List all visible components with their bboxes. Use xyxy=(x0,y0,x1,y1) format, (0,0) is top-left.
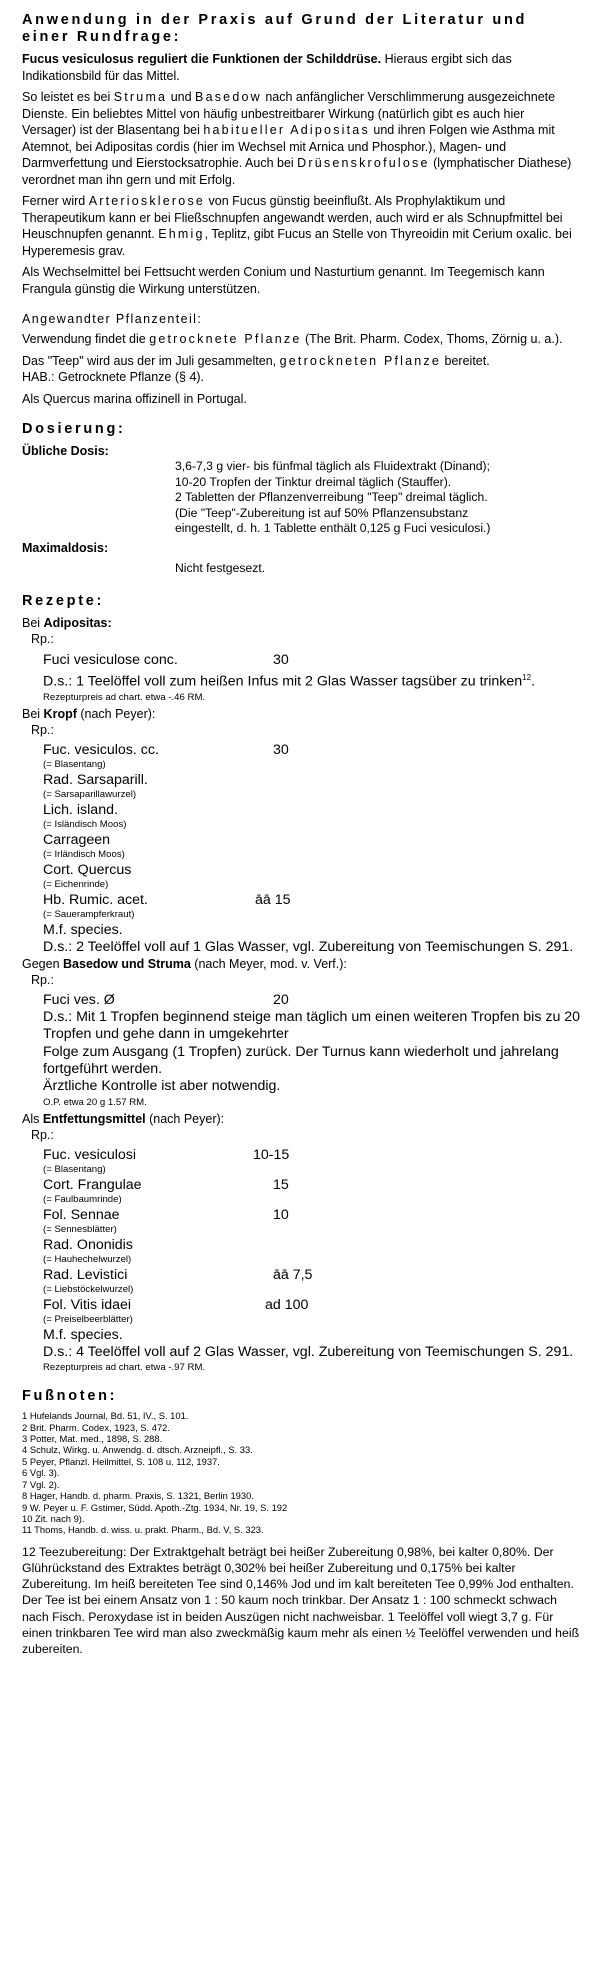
heading-pflanzenteil: Angewandter Pflanzenteil: xyxy=(22,312,203,326)
footnote-12-teezubereitung: 12 Teezubereitung: Der Extraktgehalt beträgt bei heißer Zubereitung 0,98%, bei kalter 0,80%. Der Glührückstand des Extraktes beträgt 0,302% bei heißer Zubereitung und 0,175% bei kalter Zubereitung. Im heiß bereiteten Tee sind 0,146% Jod und im kalt bereiteten Tee 0,99% Jod enthalten. Der Tee ist bei einem Ansatz von 1 : 50 kaum noch trinkbar. Der Ansatz 1 : 100 schmeckt schwach nach Fisch. Peroxydase ist in beiden Auszügen nicht nachweisbar. 1 Teelöffel voll wiegt 3,7 g. Für einen trinkbaren Tee wird man also zweckmäßig kaum mehr als einen ½ Teelöffel verwenden und heiß zubereiten. xyxy=(22,1544,580,1656)
ingredient-gloss: (= Blasentang) xyxy=(43,1163,106,1175)
originalpackung-preis: O.P. etwa 20 g 1.57 RM. xyxy=(43,1096,147,1108)
paragraph-wechselmittel: Als Wechselmittel bei Fettsucht werden Conium und Nasturtium genannt. Im Teegemisch kann Frangula günstig die Wirkung unterstützen. xyxy=(22,265,545,296)
rezept-intro-entfettung: Als Entfettungsmittel (nach Peyer): xyxy=(22,1111,225,1126)
footnote-item: 8 Hager, Handb. d. pharm. Praxis, S. 1321, Berlin 1930. xyxy=(22,1490,254,1502)
rezept-basedow xyxy=(22,992,581,1108)
ingredient-row: Cort. Quercus xyxy=(43,861,132,878)
rp-label: Rp.: xyxy=(31,973,54,988)
footnote-item: 7 Vgl. 2). xyxy=(22,1478,60,1490)
rezepturpreis: Rezepturpreis ad chart. etwa -.46 RM. xyxy=(43,691,206,703)
paragraph-indikationen: So leistet es bei Struma und Basedow nach anfänglicher Verschlimmerung ausgezeichnete Dienste. Ein beliebtes Mittel von häufig unbestreitbarer Wirkung (natürlich gibt es auch hier Versager) ist der Blasentang bei habitueller Adipositas und ihren Folgen wie Asthma mit Atemnot, bei Adipositas cordis (hier im Wechsel mit Arnica und Phosphor.), Magen- und Darmverfettung und Eierstocksatrophie. Auch bei Drüsenskrofulose (lymphatischer Diathese) verordnet man ihn gern und mit Erfolg. xyxy=(22,90,572,187)
footnote-item: 9 W. Peyer u. F. Gstimer, Südd. Apoth.-Ztg. 1934, Nr. 19, S. 192 xyxy=(22,1501,288,1513)
label-maximaldosis: Maximaldosis: xyxy=(22,540,109,555)
maximaldosis-text: Nicht festgesezt. xyxy=(175,560,266,575)
ingredient-gloss: (= Sarsaparillawurzel) xyxy=(43,788,137,800)
ingredient-gloss: (= Irländisch Moos) xyxy=(43,848,125,860)
ingredient-row: Hb. Rumic. acet. āā 15 xyxy=(43,891,291,908)
ingredient-gloss: (= Faulbaumrinde) xyxy=(43,1193,122,1205)
uebliche-dosis-text: 3,6-7,3 g vier- bis fünfmal täglich als Fluidextrakt (Dinand); 10-20 Tropfen der Tinktur dreimal täglich (Stauffer). 2 Tabletten der Pflanzenverreibung "Teep" dreimal täglich. (Die "Teep"-Zubereitung ist auf 50% Pflanzensubstanz eingestellt, d. h. 1 Tablette enthält 0,125 g Fuci vesiculosi.) xyxy=(175,459,491,536)
heading-fussnoten: Fußnoten: xyxy=(22,1388,118,1405)
paragraph-hab: HAB.: Getrocknete Pflanze (§ 4). xyxy=(22,370,205,384)
ingredient-row: Fuci vesiculose conc. 30 xyxy=(43,651,289,668)
ingredient-row: Lich. island. xyxy=(43,801,118,818)
rezept-intro-basedow: Gegen Basedow und Struma (nach Meyer, mod. v. Verf.): xyxy=(22,957,347,972)
footnote-item: 2 Brit. Pharm. Codex, 1923, S. 472. xyxy=(22,1421,170,1433)
misce-fiat: M.f. species. xyxy=(43,1326,123,1343)
ingredient-row: Fol. Sennae 10 xyxy=(43,1206,289,1223)
misce-fiat: M.f. species. xyxy=(43,921,123,938)
footnote-item: 11 Thoms, Handb. d. wiss. u. prakt. Pharm., Bd. V, S. 323. xyxy=(22,1524,264,1536)
paragraph-teep: Das "Teep" wird aus der im Juli gesammelten, getrockneten Pflanze bereitet. xyxy=(22,353,490,368)
ingredient-row: Fuci ves. Ø 20 xyxy=(43,992,289,1009)
ingredient-row: Carrageen xyxy=(43,831,111,848)
ingredient-gloss: (= Sennesblätter) xyxy=(43,1223,117,1235)
ingredient-row: Cort. Frangulae 15 xyxy=(43,1176,289,1193)
ingredient-row: Rad. Ononidis xyxy=(43,1236,133,1253)
ingredient-gloss: (= Eichenrinde) xyxy=(43,878,109,890)
ingredient-row: Rad. Sarsaparill. xyxy=(43,771,148,788)
footnote-item: 1 Hufelands Journal, Bd. 51, IV., S. 101. xyxy=(22,1410,189,1422)
signatur: D.s.: 2 Teelöffel voll auf 1 Glas Wasser, vgl. Zubereitung von Teemischungen S. 291. xyxy=(43,938,574,955)
footnote-item: 4 Schulz, Wirkg. u. Anwendg. d. dtsch. Arzneipfl., S. 33. xyxy=(22,1444,253,1456)
rezepturpreis: Rezepturpreis ad chart. etwa -.97 RM. xyxy=(43,1362,206,1374)
rezept-intro-adipositas: Bei Adipositas: xyxy=(22,615,112,630)
footnote-item: 5 Peyer, Pflanzl. Heilmittel, S. 108 u. 112, 1937. xyxy=(22,1455,220,1467)
footnote-item: 10 Zit. nach 9). xyxy=(22,1512,85,1524)
signatur-hinweis: Ärztliche Kontrolle ist aber notwendig. xyxy=(43,1078,281,1095)
ingredient-row: Fuc. vesiculosi 10-15 xyxy=(43,1146,290,1163)
ingredient-gloss: (= Preiselbeerblätter) xyxy=(43,1313,133,1325)
paragraph-verwendung: Verwendung findet die getrocknete Pflanze (The Brit. Pharm. Codex, Thoms, Zörnig u. a.). xyxy=(22,332,563,346)
rezept-entfettung xyxy=(22,1147,581,1375)
ingredient-row: Fol. Vitis idaei ad 100 xyxy=(43,1296,309,1313)
rezept-kropf xyxy=(22,742,581,957)
paragraph-arteriosklerose: Ferner wird Arteriosklerose von Fucus günstig beeinflußt. Als Prophylaktikum und Therapeutikum kann er bei Fließschnupfen angewandt werden, auch wird er als Schnupfmittel bei Heuschnupfen genannt. Ehmig, Teplitz, gibt Fucus an Stelle von Thyreoidin mit Cerium oxalic. bei Hyperemesis grav. xyxy=(22,194,572,258)
footnote-item: 3 Potter, Mat. med., 1898, S. 288. xyxy=(22,1433,163,1445)
lead-bold: Fucus vesiculosus reguliert die Funktionen der Schilddrüse. xyxy=(22,52,382,66)
rp-label: Rp.: xyxy=(31,1127,54,1142)
paragraph-portugal: Als Quercus marina offizinell in Portugal. xyxy=(22,391,247,406)
signatur: D.s.: Mit 1 Tropfen beginnend steige man täglich um einen weiteren Tropfen bis zu 20 Tropfen und gehe dann in umgekehrter xyxy=(43,1009,581,1043)
ingredient-gloss: (= Blasentang) xyxy=(43,758,106,770)
rp-label: Rp.: xyxy=(31,631,54,646)
ingredient-row: Rad. Levistici āā 7,5 xyxy=(43,1266,313,1283)
heading-rezepte: Rezepte: xyxy=(22,592,105,609)
rezept-adipositas xyxy=(22,652,581,704)
footnote-list xyxy=(22,1410,581,1535)
ingredient-gloss: (= Liebstöckelwurzel) xyxy=(43,1283,134,1295)
signatur: D.s.: 4 Teelöffel voll auf 2 Glas Wasser, vgl. Zubereitung von Teemischungen S. 291. xyxy=(43,1343,574,1360)
ingredient-gloss: (= Sauerampferkraut) xyxy=(43,908,135,920)
signatur-fortsetzung: Folge zum Ausgang (1 Tropfen) zurück. Der Turnus kann wiederholt und jahrelang fortgeführt werden. xyxy=(43,1043,559,1078)
heading-dosierung: Dosierung: xyxy=(22,421,126,437)
heading-praxis: Anwendung in der Praxis auf Grund der Literatur und einer Rundfrage: xyxy=(22,12,528,45)
ingredient-row: Fuc. vesiculos. cc. 30 xyxy=(43,741,289,758)
ingredient-gloss: (= Hauhechelwurzel) xyxy=(43,1253,132,1265)
footnote-item: 6 Vgl. 3). xyxy=(22,1467,60,1479)
rezept-intro-kropf: Bei Kropf (nach Peyer): xyxy=(22,706,156,721)
label-uebliche-dosis: Übliche Dosis: xyxy=(22,444,109,458)
signatur: D.s.: 1 Teelöffel voll zum heißen Infus mit 2 Glas Wasser tagsüber zu trinken$^{12}$. xyxy=(43,672,536,690)
rp-label: Rp.: xyxy=(31,722,54,737)
ingredient-gloss: (= Isländisch Moos) xyxy=(43,818,127,830)
paragraph-schilddruese: Fucus vesiculosus reguliert die Funktionen der Schilddrüse. Hieraus ergibt sich das Indikationsbild für das Mittel. xyxy=(22,52,512,83)
